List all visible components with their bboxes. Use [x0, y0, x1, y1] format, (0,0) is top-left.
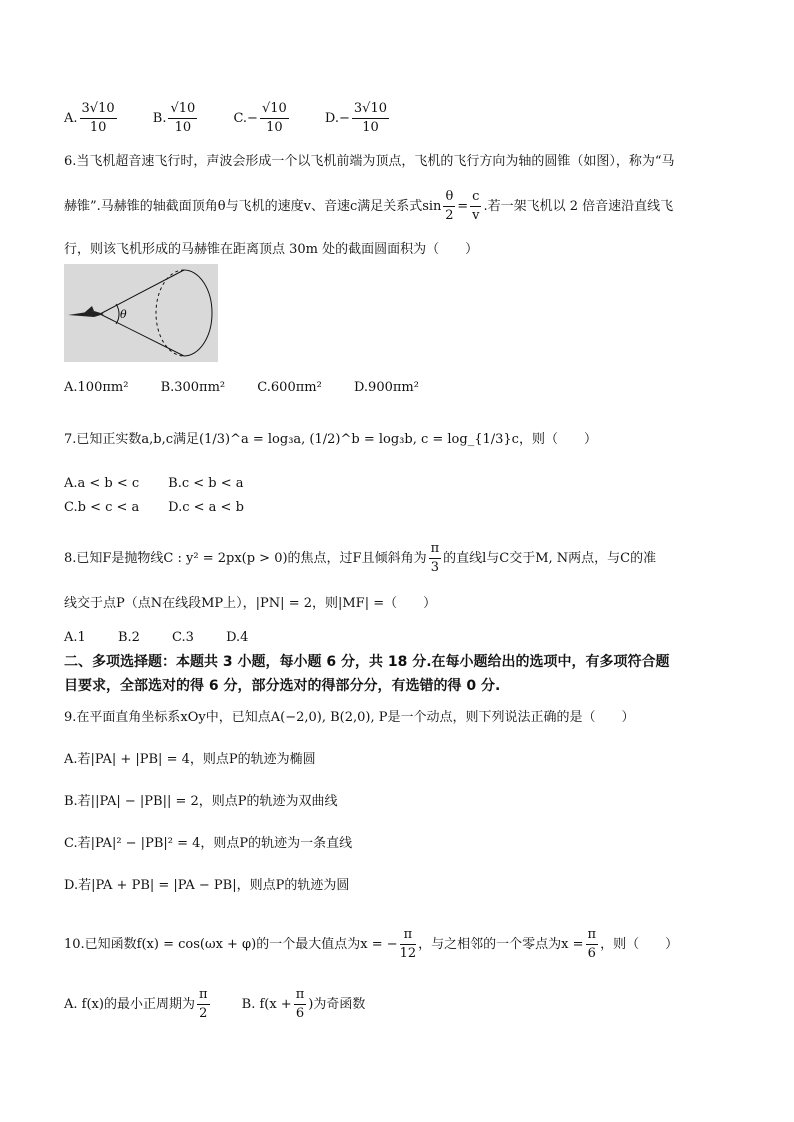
numerator: √10	[260, 100, 289, 119]
numerator: π	[197, 986, 210, 1005]
fraction	[80, 100, 117, 137]
numerator: 3√10	[80, 100, 117, 119]
q7-option-c: C.b < c < a	[64, 500, 140, 515]
fraction	[470, 188, 481, 225]
q5-option-a	[64, 100, 119, 137]
q8-text: 8.已知F是抛物线C : y² = 2px(p > 0)的焦点，过F且倾斜角为	[64, 551, 427, 566]
option-text: A. f(x)的最小正周期为	[64, 997, 195, 1012]
section-heading-line-2: 目要求，全部选对的得 6 分，部分选对的得部分分，有选错的得 0 分.	[64, 678, 501, 694]
q6-options	[64, 378, 419, 398]
q7-options-row-1	[64, 474, 244, 494]
q7-option-d: D.c < a < b	[168, 500, 244, 515]
numerator: √10	[168, 100, 197, 119]
q6-option-a: A.100πm²	[64, 380, 129, 395]
q6-text: .若一架飞机以 2 倍音速沿直线飞	[483, 199, 674, 214]
option-text: B. f(x +	[241, 997, 292, 1012]
fraction	[400, 926, 417, 963]
denominator: 2	[199, 1006, 208, 1021]
q5-option-d	[325, 100, 391, 137]
denominator: 6	[587, 946, 596, 961]
q10-option-a	[64, 986, 212, 1023]
equals-sign: =	[457, 199, 469, 214]
q6-line-3: 行，则该飞机形成的马赫锥在距离顶点 30m 处的截面圆面积为（ ）	[64, 242, 479, 257]
q6-line-1: 6.当飞机超音速飞行时，声波会形成一个以飞机前端为顶点，飞机的飞行方向为轴的圆锥（如图），称为“马	[64, 154, 675, 169]
numerator: 3√10	[352, 100, 389, 119]
q10-options	[64, 986, 365, 1023]
q5-option-c	[233, 100, 290, 137]
numerator: π	[294, 986, 307, 1005]
q5-options	[64, 100, 391, 137]
q9-stem: 9.在平面直角坐标系xOy中，已知点A(−2,0), B(2,0), P是一个动点，则下列说法正确的是（ ）	[64, 710, 635, 725]
fraction	[443, 188, 455, 225]
q5-option-b	[153, 100, 200, 137]
q10-option-b	[242, 986, 366, 1023]
angle-arc	[116, 304, 119, 324]
section-heading-line-1: 二、多项选择题：本题共 3 小题，每小题 6 分，共 18 分.在每小题给出的选项中，有多项符合题	[64, 654, 670, 670]
numerator: θ	[443, 188, 455, 207]
q9-option-b: B.若||PA| − |PB|| = 2，则点P的轨迹为双曲线	[64, 794, 338, 809]
fraction	[260, 100, 289, 137]
numerator: π	[586, 926, 599, 945]
q7-option-b: B.c < b < a	[168, 476, 244, 491]
option-letter: D.−	[324, 111, 350, 126]
denominator: 10	[266, 120, 283, 135]
denominator: 2	[445, 208, 454, 223]
denominator: 3	[430, 560, 439, 575]
mach-cone-figure	[64, 264, 218, 362]
option-letter: A.	[64, 111, 78, 126]
q6-option-c: C.600πm²	[257, 380, 322, 395]
q9-option-a: A.若|PA| + |PB| = 4，则点P的轨迹为椭圆	[64, 752, 316, 767]
denominator: 10	[362, 120, 379, 135]
q6-option-b: B.300πm²	[160, 380, 226, 395]
cone-diagram	[64, 264, 218, 362]
denominator: 12	[399, 946, 417, 961]
q9-option-c: C.若|PA|² − |PB|² = 4，则点P的轨迹为一条直线	[64, 836, 353, 851]
numerator: π	[400, 926, 417, 945]
q7-options-row-2	[64, 498, 244, 518]
fraction	[586, 926, 599, 963]
fraction	[294, 986, 307, 1023]
q6-text: 赫锥”.马赫锥的轴截面顶角θ与飞机的速度v、音速c满足关系式sin	[64, 199, 442, 214]
q8-option-b: B.2	[117, 630, 140, 645]
fraction	[352, 100, 389, 137]
numerator: c	[470, 188, 481, 207]
fraction	[197, 986, 210, 1023]
q8-option-c: C.3	[172, 630, 194, 645]
q7-option-a: A.a < b < c	[64, 476, 140, 491]
denominator: 10	[89, 120, 107, 135]
q8-option-d: D.4	[226, 630, 249, 645]
cone-lower-edge	[100, 314, 184, 356]
q8-line-1	[64, 540, 656, 577]
option-letter: B.	[152, 111, 167, 126]
option-letter: C.−	[233, 111, 258, 126]
denominator: v	[472, 208, 480, 223]
q8-options	[64, 628, 248, 648]
q10-stem	[64, 926, 678, 963]
denominator: 6	[295, 1006, 305, 1021]
denominator: 10	[174, 120, 192, 135]
q8-option-a: A.1	[64, 630, 86, 645]
q8-line-2: 线交于点P（点N在线段MP上），|PN| = 2，则|MF| =（ ）	[64, 596, 437, 611]
fraction	[168, 100, 197, 137]
q6-option-d: D.900πm²	[353, 380, 419, 395]
option-text: )为奇函数	[308, 997, 366, 1012]
q9-option-d: D.若|PA + PB| = |PA − PB|，则点P的轨迹为圆	[64, 878, 350, 893]
q8-text: 的直线l与C交于M, N两点，与C的准	[443, 551, 657, 566]
numerator: π	[429, 540, 442, 559]
q10-text: ，则（ ）	[600, 937, 679, 952]
q6-line-2	[64, 188, 673, 225]
cone-front-arc	[184, 270, 212, 356]
q10-text: 10.已知函数f(x) = cos(ωx + φ)的一个最大值点为x = −	[64, 937, 398, 952]
theta-label: θ	[120, 308, 127, 321]
q10-text: ，与之相邻的一个零点为x =	[418, 937, 584, 952]
q7-stem: 7.已知正实数a,b,c满足(1/3)^a = log₃a, (1/2)^b = log₃b, c = log_{1/3}c，则（ ）	[64, 432, 597, 447]
fraction	[429, 540, 442, 577]
cone-upper-edge	[100, 270, 184, 314]
